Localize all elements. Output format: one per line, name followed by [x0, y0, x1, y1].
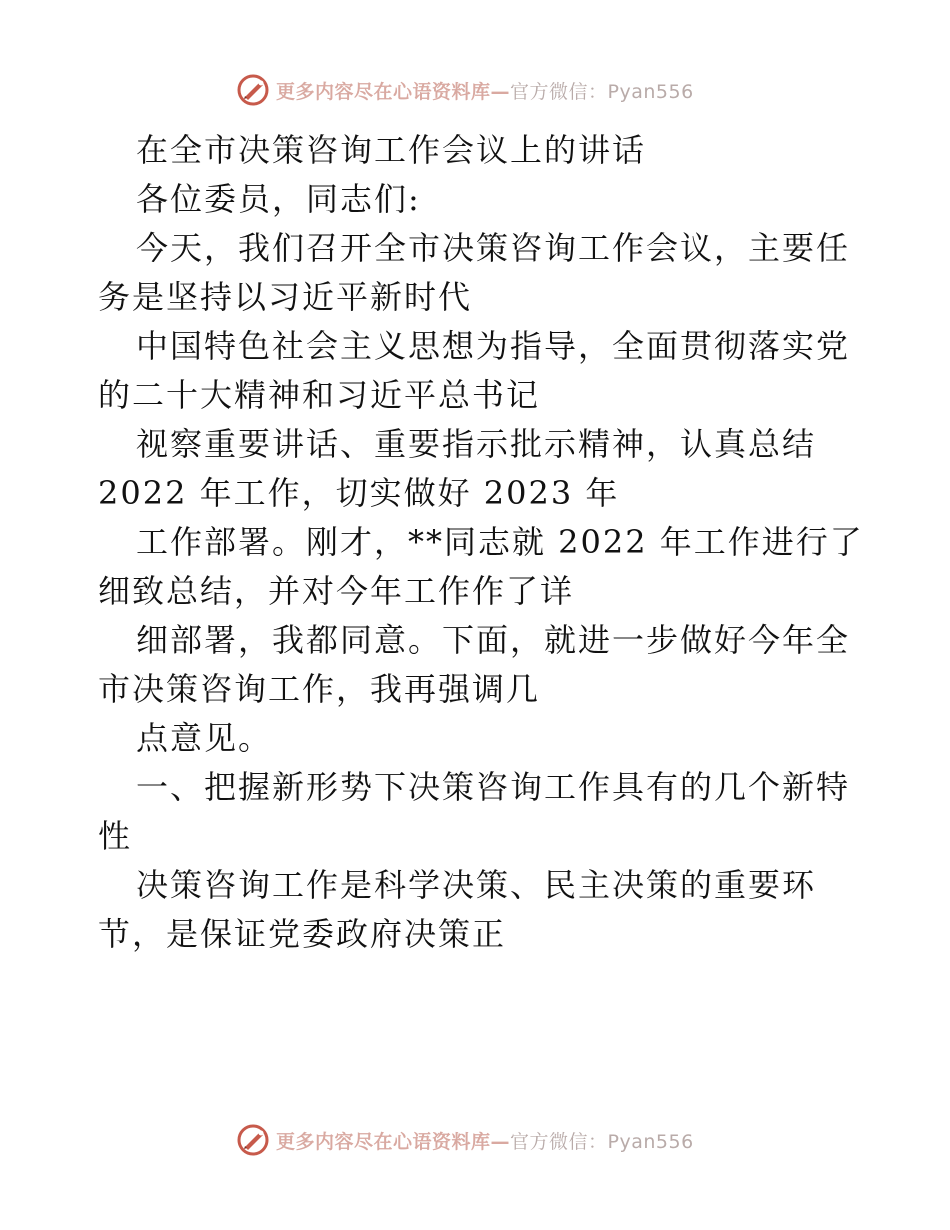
- document-line: 各位委员，同志们:: [136, 180, 421, 218]
- watermark-banner-bottom: [236, 1122, 694, 1158]
- document-line: 工作部署。刚才，**同志就 2022 年工作进行了: [136, 523, 864, 561]
- document-line: 性: [98, 817, 133, 855]
- document-line: 细致总结，并对今年工作作了详: [98, 572, 575, 610]
- document-line: 市决策咨询工作，我再强调几: [98, 670, 541, 708]
- brand-logo-icon: [236, 73, 270, 107]
- watermark-wechat-text: 官方微信：Pyan556: [510, 1130, 694, 1153]
- document-line: 节，是保证党委政府决策正: [98, 915, 507, 953]
- document-line: 2022 年工作，切实做好 2023 年: [98, 474, 620, 512]
- watermark-wechat-text: 官方微信：Pyan556: [510, 80, 694, 103]
- document-line: 今天，我们召开全市决策咨询工作会议，主要任: [136, 229, 851, 267]
- document-line: 决策咨询工作是科学决策、民主决策的重要环: [136, 866, 817, 904]
- document-line: 务是坚持以习近平新时代: [98, 278, 473, 316]
- document-line: 的二十大精神和习近平总书记: [98, 376, 541, 414]
- brand-logo-icon: [236, 1123, 270, 1157]
- document-line: 点意见。: [136, 719, 273, 757]
- watermark-text: [276, 1127, 694, 1154]
- document-line: 视察重要讲话、重要指示批示精神，认真总结: [136, 425, 817, 463]
- watermark-text: [276, 77, 694, 104]
- document-line: 一、把握新形势下决策咨询工作具有的几个新特: [136, 768, 851, 806]
- watermark-site-text: 更多内容尽在心语资料库—: [276, 80, 511, 103]
- document-line: 在全市决策咨询工作会议上的讲话: [136, 131, 647, 169]
- document-line: 细部署，我都同意。下面，就进一步做好今年全: [136, 621, 851, 659]
- watermark-site-text: 更多内容尽在心语资料库—: [276, 1130, 511, 1153]
- watermark-banner-top: [236, 72, 694, 108]
- document-body: [98, 126, 864, 959]
- document-line: 中国特色社会主义思想为指导，全面贯彻落实党: [136, 327, 851, 365]
